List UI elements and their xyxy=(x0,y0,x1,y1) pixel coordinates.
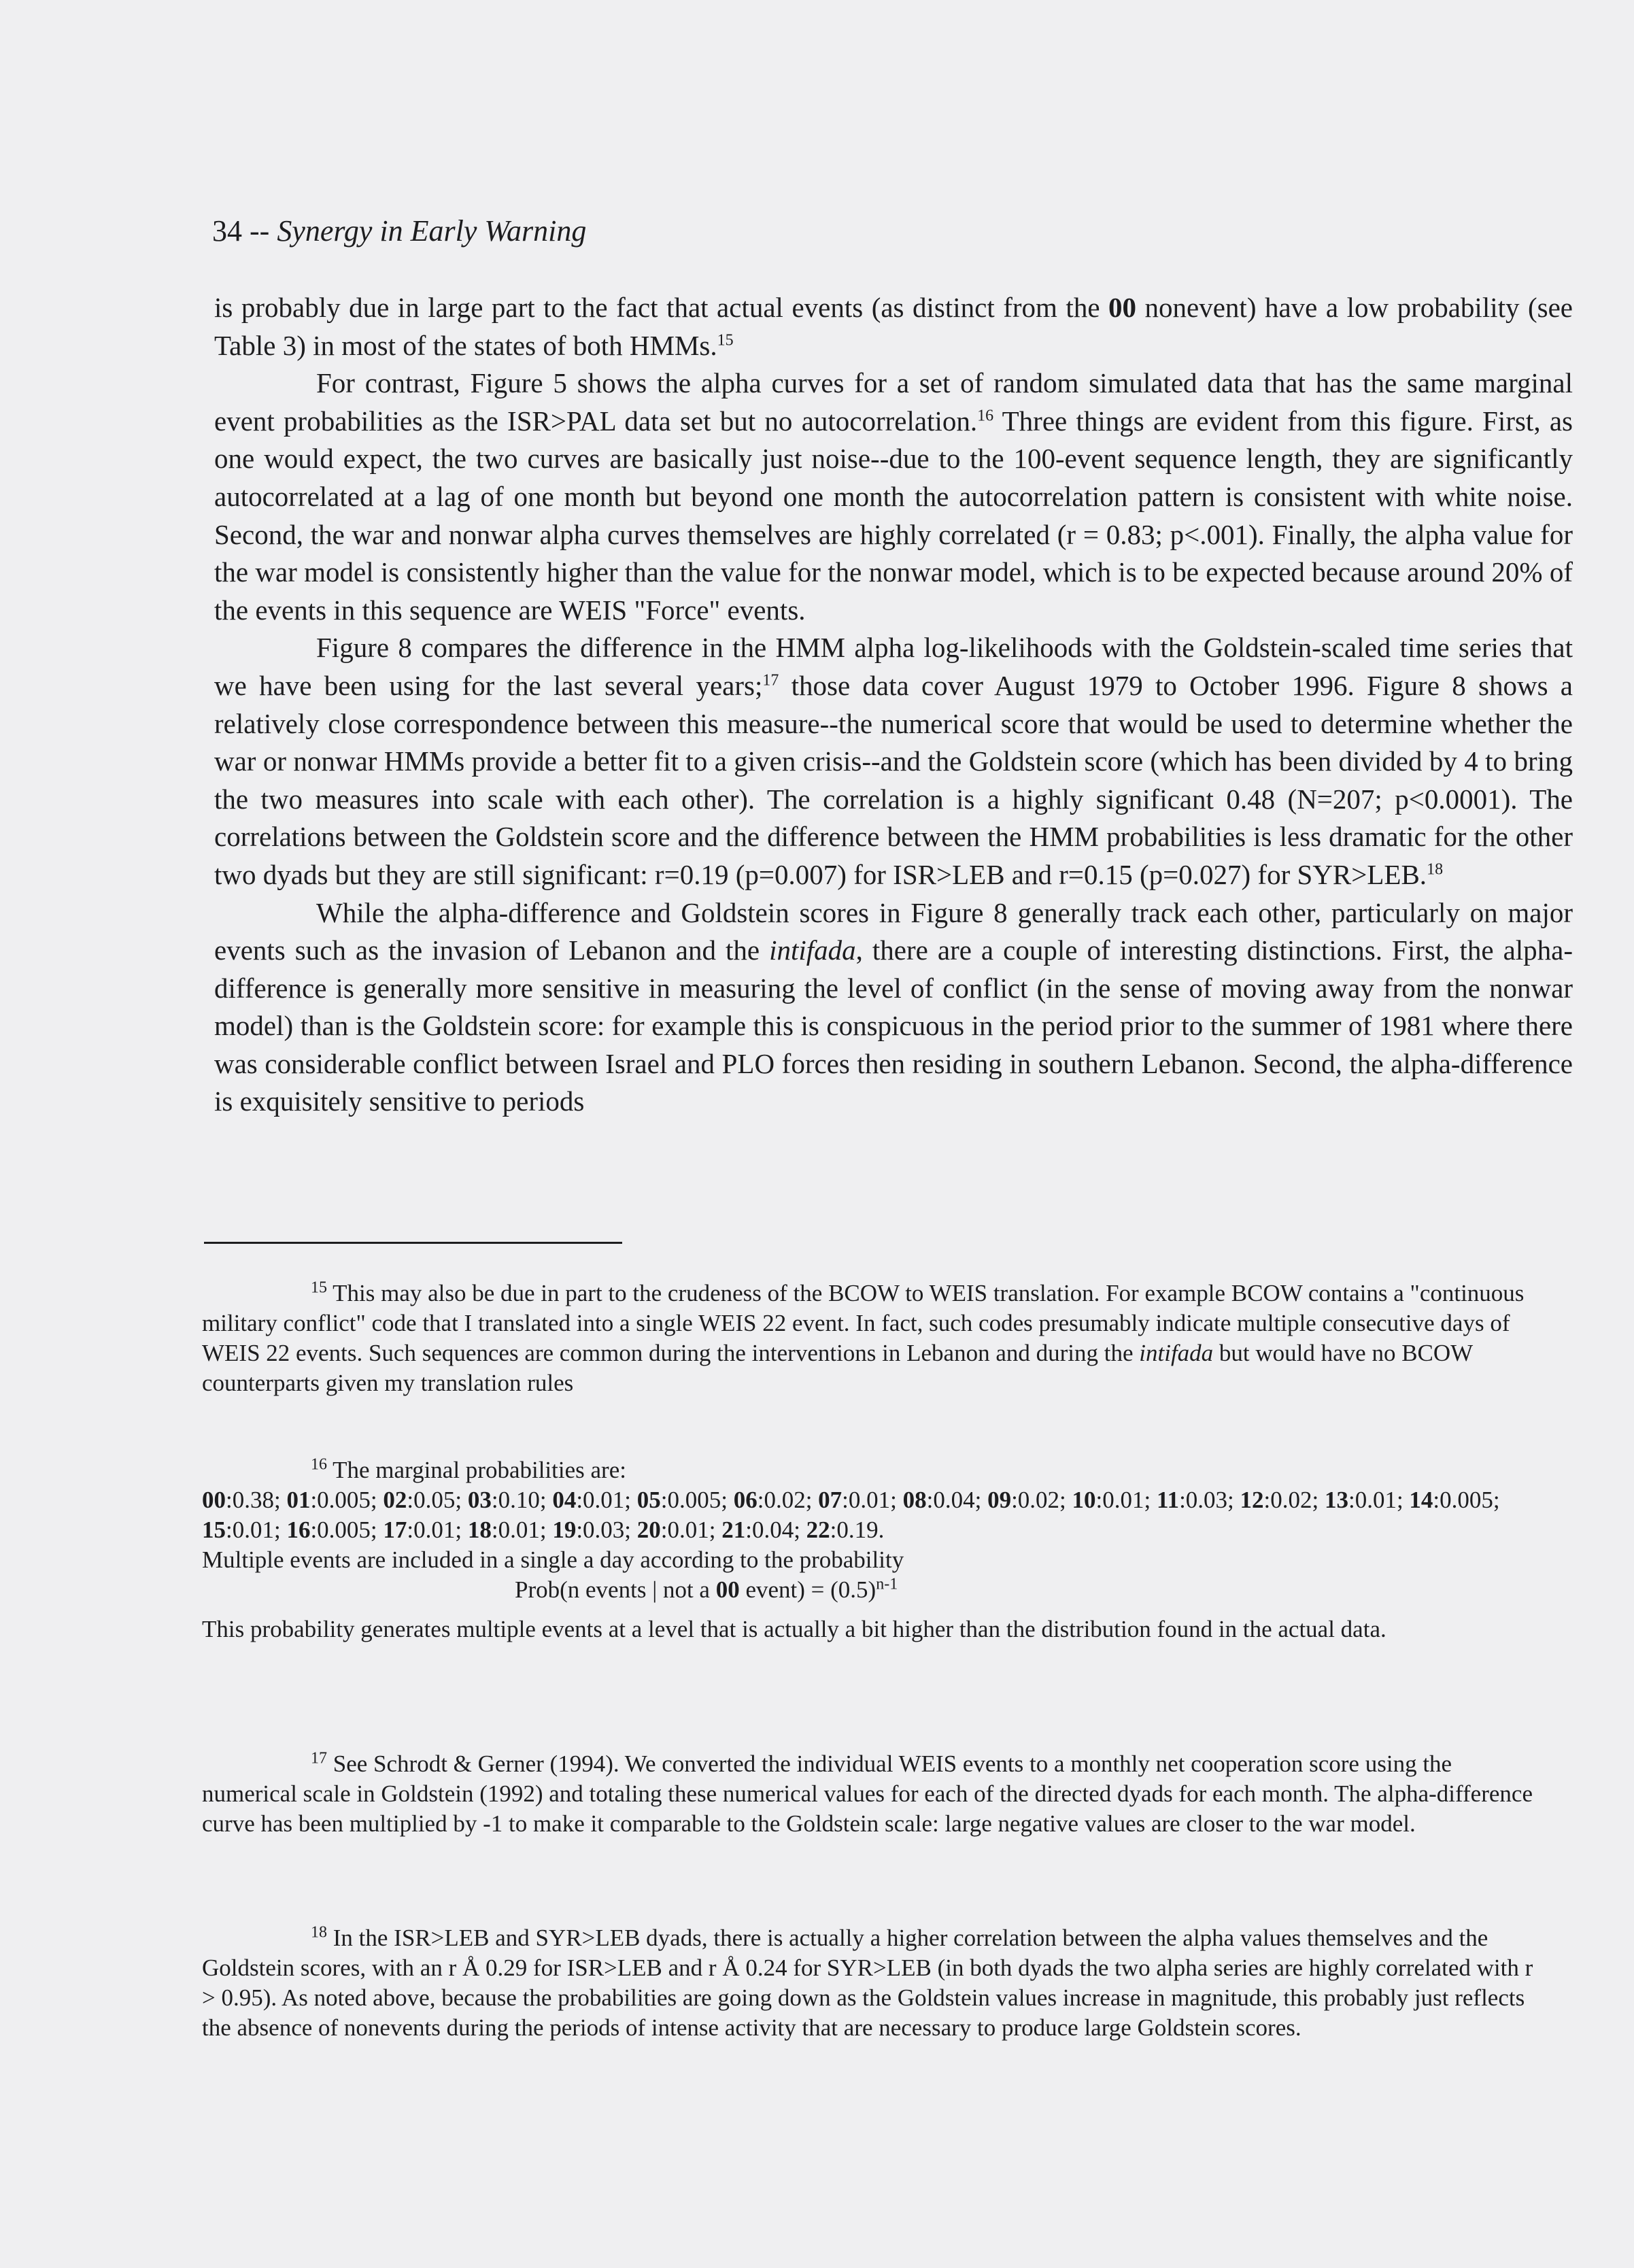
probability-value: :0.01; xyxy=(1348,1487,1410,1513)
p4-emphasis: intifada xyxy=(769,934,856,966)
footnote-ref-16: 16 xyxy=(977,407,994,425)
paragraph-3 xyxy=(214,629,1573,894)
paragraph-2 xyxy=(214,365,1573,629)
formula-code: 00 xyxy=(715,1576,740,1603)
footnote-16-number: 16 xyxy=(311,1455,327,1474)
probability-code: 10 xyxy=(1072,1487,1096,1513)
p4-text-a: While the alpha-difference and Goldstein scores in Figure 8 generally track each other, particularly on major events such as the invasion of Lebanon and the xyxy=(214,896,1573,966)
p1-text-b: nonevent) have a low probability (see Table 3) in most of the states of both HMMs. xyxy=(214,292,1573,361)
p3-text-b: those data cover August 1979 to October 1996. Figure 8 shows a relatively close correspondence between this measure--the numerical score that would be used to determine whether the war or nonwar HMMs provide a better fit to a given crisis--and the Goldstein score (which has been divided by 4 to bring the two measures into scale with each other). The correlation is a highly significant 0.48 (N=207; p<0.0001). The correlations between the Goldstein score and the difference between the HMM probabilities is less dramatic for the other two dyads but they are still significant: r=0.19 (p=0.007) for ISR>LEB and r=0.15 (p=0.027) for SYR>LEB. xyxy=(214,669,1573,890)
paragraph-1 xyxy=(214,289,1573,365)
p1-code: 00 xyxy=(1108,292,1137,323)
footnote-17-text: See Schrodt & Gerner (1994). We converted the individual WEIS events to a monthly net cooperation score using the numerical scale in Goldstein (1992) and totaling these numerical values for each of the directed dyads for each month. The alpha-difference curve has been multiplied by -1 to make it comparable to the Goldstein scale: large negative values are closer to the war model. xyxy=(202,1750,1533,1837)
probability-code: 04 xyxy=(552,1487,577,1513)
probability-value: :0.03; xyxy=(1179,1487,1240,1513)
probability-formula xyxy=(202,1575,1548,1605)
probability-value: :0.10; xyxy=(491,1487,553,1513)
probability-value: :0.02; xyxy=(757,1487,819,1513)
probability-value: :0.005; xyxy=(310,1517,384,1543)
probability-code: 19 xyxy=(552,1517,577,1543)
footnote-15-number: 15 xyxy=(311,1279,327,1297)
p2-text-a: For contrast, Figure 5 shows the alpha curves for a set of random simulated data that has the same marginal event probabilities as the ISR>PAL data set but no autocorrelation. xyxy=(214,367,1573,437)
probability-code: 03 xyxy=(467,1487,492,1513)
probability-value: :0.01; xyxy=(842,1487,903,1513)
probability-value: :0.01; xyxy=(491,1517,553,1543)
probability-value: :0.005; xyxy=(660,1487,734,1513)
probability-value: :0.04; xyxy=(745,1517,806,1543)
probability-code: 11 xyxy=(1156,1487,1180,1513)
probability-value: :0.19. xyxy=(830,1517,885,1543)
probability-code: 13 xyxy=(1324,1487,1348,1513)
probability-code: 06 xyxy=(733,1487,758,1513)
running-title: Synergy in Early Warning xyxy=(277,214,587,248)
footnote-17 xyxy=(202,1749,1548,1839)
probability-value: :0.01; xyxy=(1095,1487,1157,1513)
footnote-15 xyxy=(202,1279,1548,1398)
footnote-18-text: In the ISR>LEB and SYR>LEB dyads, there is actually a higher correlation between the alpha values themselves and the Goldstein scores, with an r Å 0.29 for ISR>LEB and r Å 0.24 for SYR>LEB (in both dyads the two alpha series are highly correlated with r > 0.95). As noted above, because the probabilities are going down as the Goldstein values increase in magnitude, this probably just reflects the absence of nonevents during the periods of intense activity that are necessary to produce large Goldstein scores. xyxy=(202,1925,1533,2041)
probability-value: :0.05; xyxy=(407,1487,468,1513)
probability-value: :0.01; xyxy=(226,1517,287,1543)
probability-value: :0.03; xyxy=(576,1517,637,1543)
footnote-17-number: 17 xyxy=(311,1749,327,1767)
formula-text-a: Prob(n events | not a xyxy=(515,1576,716,1603)
footnote-16-multiple-events: Multiple events are included in a single a day according to the probability xyxy=(202,1546,904,1573)
probability-code: 20 xyxy=(636,1517,661,1543)
probability-code: 02 xyxy=(383,1487,407,1513)
p4-text-b: , there are a couple of interesting distinctions. First, the alpha-difference is generally more sensitive in measuring the level of conflict (in the sense of moving away from the nonwar model) than is the Goldstein score: for example this is conspicuous in the period prior to the summer of 1981 where there was considerable conflict between Israel and PLO forces then residing in southern Lebanon. Second, the alpha-difference is exquisitely sensitive to periods xyxy=(214,934,1573,1117)
footnote-16-intro: The marginal probabilities are: xyxy=(327,1457,626,1483)
probability-code: 18 xyxy=(467,1517,492,1543)
probability-code: 21 xyxy=(721,1517,746,1543)
paragraph-4 xyxy=(214,894,1573,1121)
probability-value: :0.02; xyxy=(1263,1487,1325,1513)
probability-code: 15 xyxy=(202,1517,226,1543)
probability-value: :0.01; xyxy=(407,1517,468,1543)
probability-code: 14 xyxy=(1409,1487,1433,1513)
formula-exponent: n-1 xyxy=(876,1575,898,1593)
footnote-18 xyxy=(202,1923,1548,2043)
probability-code: 08 xyxy=(902,1487,927,1513)
p3-text-a: Figure 8 compares the difference in the HMM alpha log-likelihoods with the Goldstein-scaled time series that we have been using for the last several years; xyxy=(214,632,1573,701)
footnote-18-number: 18 xyxy=(311,1923,327,1942)
footnote-15-text-a: This may also be due in part to the crudeness of the BCOW to WEIS translation. For example BCOW contains a "continuous military conflict" code that I translated into a single WEIS 22 event. In fact, such codes presumably indicate multiple consecutive days of WEIS 22 events. Such sequences are common during the interventions in Lebanon and during the xyxy=(202,1280,1525,1366)
probability-code: 00 xyxy=(202,1487,226,1513)
probability-value: :0.01; xyxy=(576,1487,637,1513)
probability-code: 17 xyxy=(383,1517,407,1543)
probability-value: :0.005; xyxy=(1433,1487,1500,1513)
footnote-15-emphasis: intifada xyxy=(1139,1340,1214,1366)
p1-text-a: is probably due in large part to the fact that actual events (as distinct from the xyxy=(214,292,1109,323)
formula-text-b: event) = (0.5) xyxy=(739,1576,876,1603)
probability-code: 01 xyxy=(286,1487,311,1513)
probability-code: 09 xyxy=(987,1487,1012,1513)
probability-code: 07 xyxy=(818,1487,842,1513)
probability-value: :0.04; xyxy=(926,1487,988,1513)
probability-code: 05 xyxy=(636,1487,661,1513)
probability-code: 12 xyxy=(1240,1487,1264,1513)
footnote-ref-15: 15 xyxy=(717,331,734,349)
probability-value: :0.02; xyxy=(1011,1487,1072,1513)
footnote-ref-18: 18 xyxy=(1427,860,1444,879)
probability-code: 16 xyxy=(286,1517,311,1543)
p2-text-b: Three things are evident from this figure. First, as one would expect, the two curves are basically just noise--due to the 100-event sequence length, they are significantly autocorrelated at a lag of one month but beyond one month the autocorrelation pattern is consistent with white noise. Second, the war and nonwar alpha curves themselves are highly correlated (r = 0.83; p<.001). Finally, the alpha value for the war model is consistently higher than the value for the nonwar model, which is to be expected because around 20% of the events in this sequence are WEIS "Force" events. xyxy=(214,405,1573,626)
probability-code: 22 xyxy=(806,1517,830,1543)
running-header xyxy=(212,211,586,252)
body-text xyxy=(214,289,1573,1121)
page-number: 34 -- xyxy=(212,214,270,248)
probability-value: :0.38; xyxy=(226,1487,287,1513)
marginal-probability-list xyxy=(202,1485,1548,1545)
footnote-ref-17: 17 xyxy=(762,671,779,690)
footnote-divider xyxy=(204,1242,622,1244)
footnote-15-text-b: but would have no BCOW counterparts given my translation rules xyxy=(202,1340,1473,1396)
footnote-16-closing: This probability generates multiple events at a level that is actually a bit higher than the distribution found in the actual data. xyxy=(202,1616,1386,1642)
probability-value: :0.01; xyxy=(660,1517,722,1543)
footnote-16 xyxy=(202,1455,1548,1644)
probability-value: :0.005; xyxy=(310,1487,384,1513)
